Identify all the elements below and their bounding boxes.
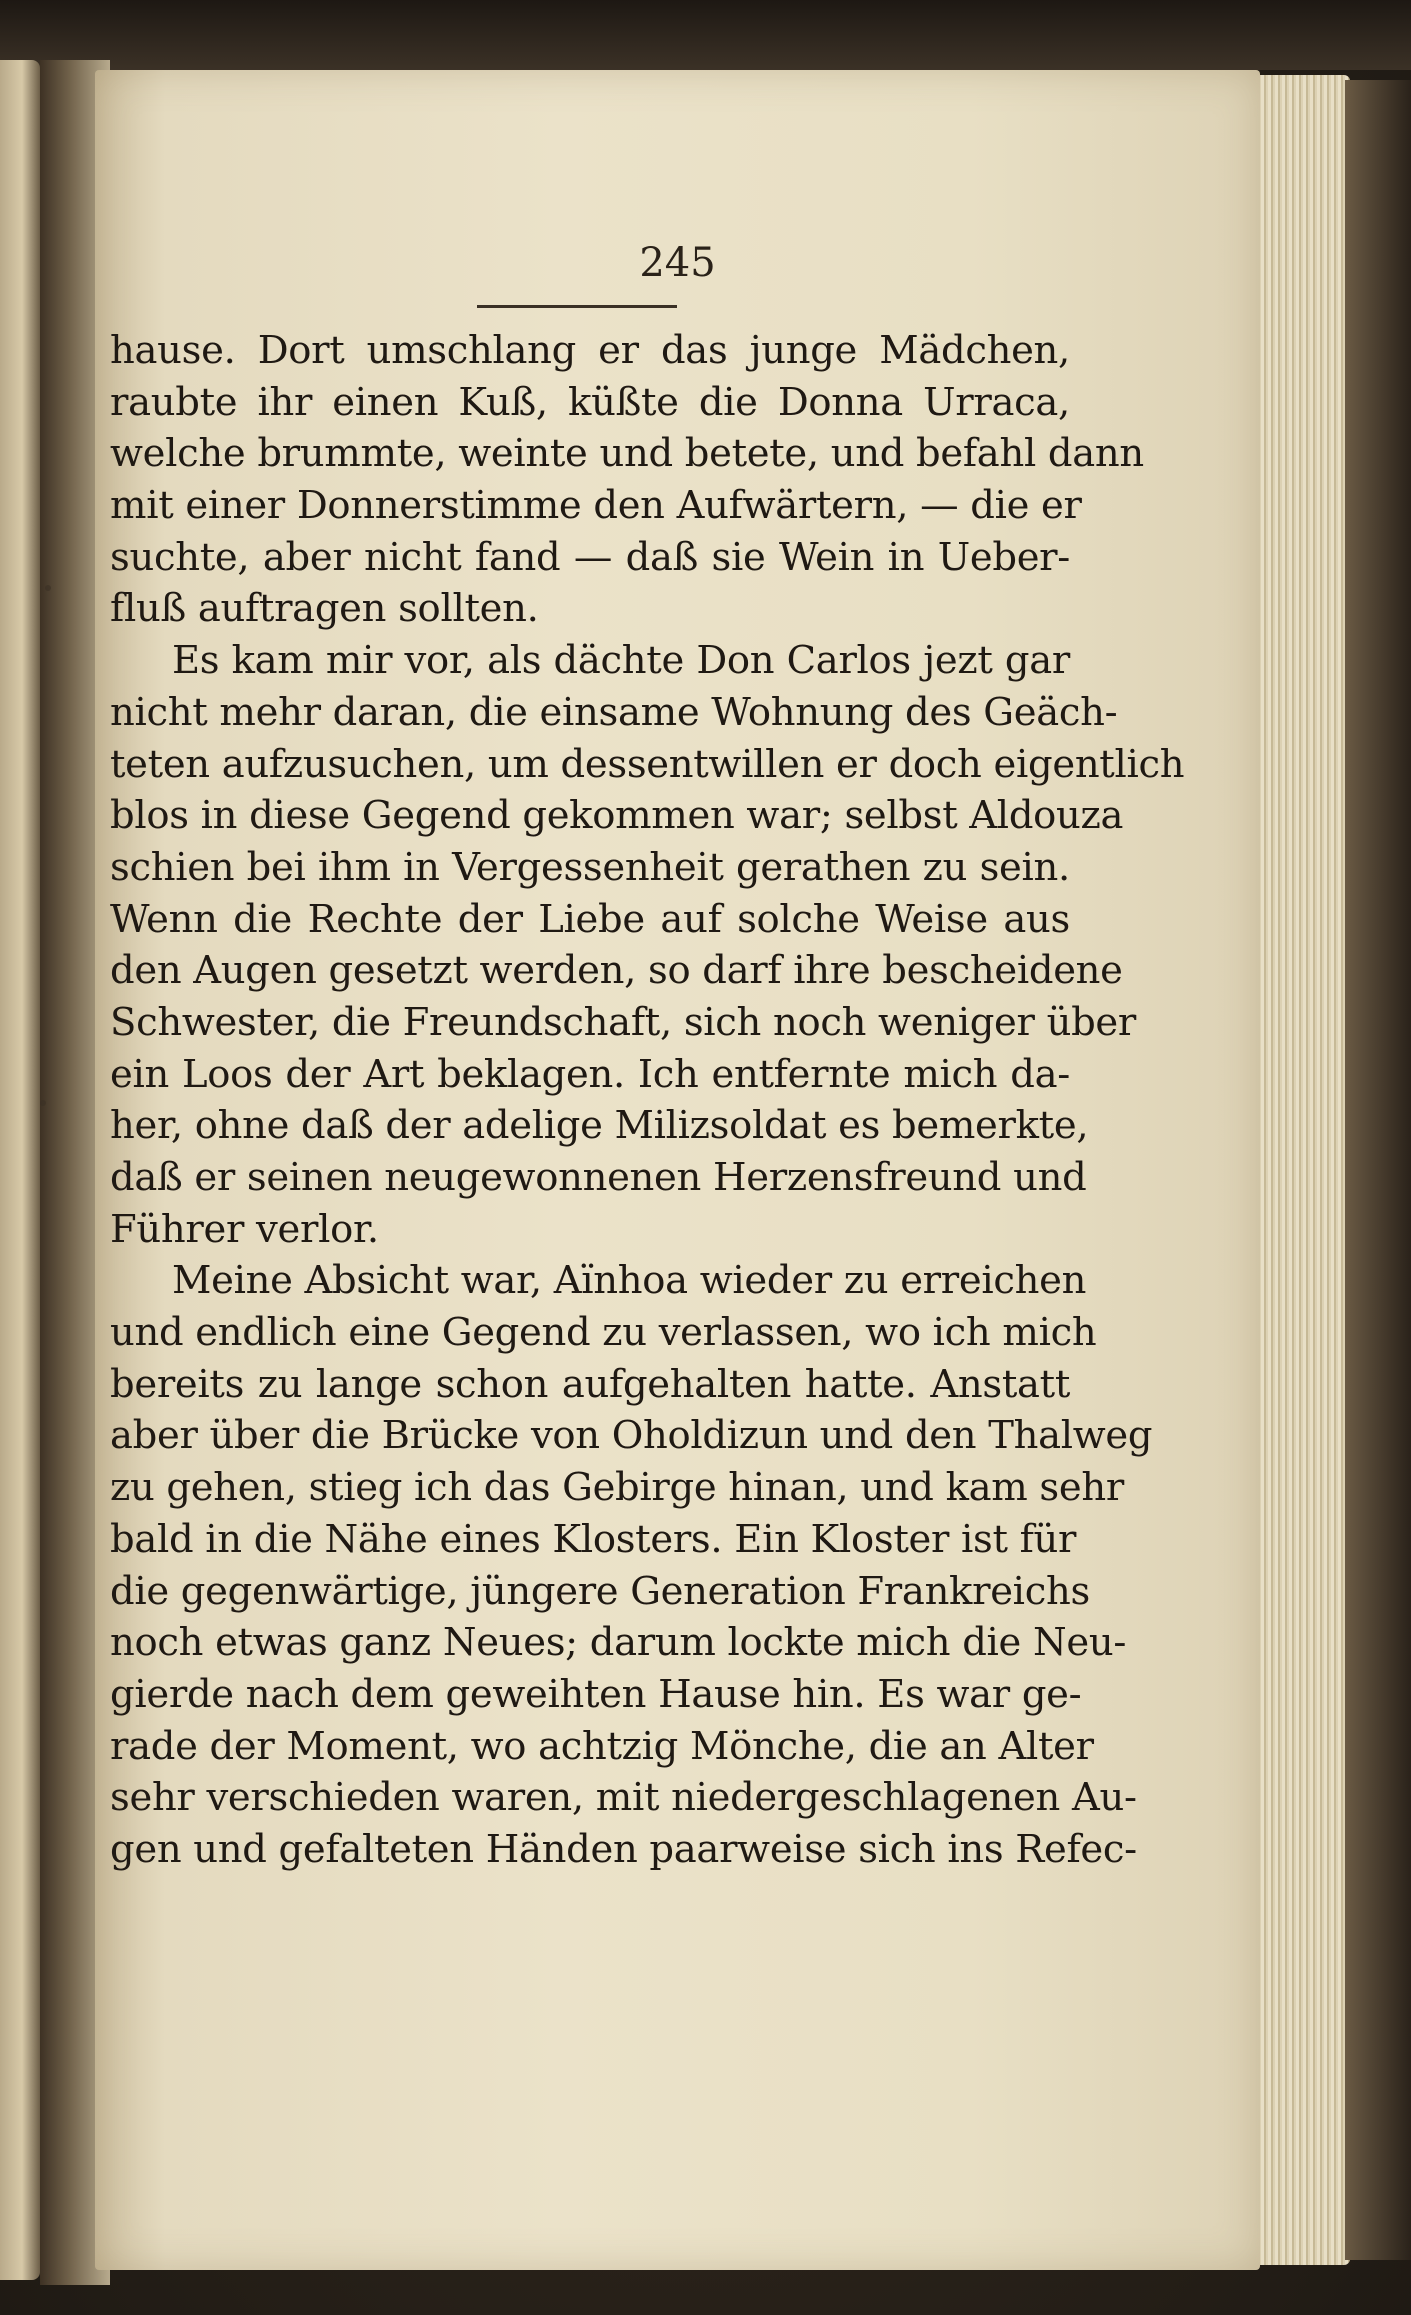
left-page-sliver <box>0 60 40 2280</box>
text-line: Meine Absicht war, Aïnhoa wieder zu erreichen <box>172 1258 1087 1304</box>
text-line: den Augen gesetzt werden, so darf ihre bescheidene <box>110 948 1123 994</box>
text-line: Führer verlor. <box>110 1206 379 1252</box>
book-page <box>95 70 1260 2270</box>
text-line: bald in die Nähe eines Klosters. Ein Kloster ist für <box>110 1516 1077 1562</box>
text-line: her, ohne daß der adelige Milizsoldat es bemerkte, <box>110 1103 1089 1149</box>
text-line: die gegenwärtige, jüngere Generation Frankreichs <box>110 1568 1090 1614</box>
text-line: daß er seinen neugewonnenen Herzensfreund und <box>110 1155 1087 1200</box>
header-rule <box>477 305 677 308</box>
text-line: raubte ihr einen Kuß, küßte die Donna Urraca, <box>110 379 1070 425</box>
margin-speck <box>40 1100 46 1106</box>
text-line: rade der Moment, wo achtzig Mönche, die an Alter <box>110 1723 1094 1769</box>
book-cover-edge <box>0 0 1411 70</box>
text-line: gen und gefalteten Händen paarweise sich ins Refec- <box>110 1826 1137 1872</box>
cover-right-edge <box>1345 80 1411 2260</box>
text-line: hause. Dort umschlang er das junge Mädchen, <box>110 328 1070 373</box>
text-line: teten aufzusuchen, um dessentwillen er doch eigentlich <box>110 741 1185 787</box>
text-line: ein Loos der Art beklagen. Ich entfernte mich da- <box>110 1051 1070 1097</box>
text-line: noch etwas ganz Neues; darum lockte mich die Neu- <box>110 1620 1127 1666</box>
text-line: Wenn die Rechte der Liebe auf solche Weise aus <box>110 896 1070 942</box>
text-line: suchte, aber nicht fand — daß sie Wein in Ueber- <box>110 534 1070 580</box>
page-number: 245 <box>639 240 716 286</box>
text-line: nicht mehr daran, die einsame Wohnung des Geäch- <box>110 689 1118 735</box>
text-line: blos in diese Gegend gekommen war; selbst Aldouza <box>110 793 1124 839</box>
text-line: schien bei ihm in Vergessenheit gerathen zu sein. <box>110 844 1070 890</box>
body-text <box>110 325 1185 1876</box>
text-line: gierde nach dem geweihten Hause hin. Es war ge- <box>110 1671 1082 1717</box>
text-line: Schwester, die Freundschaft, sich noch weniger über <box>110 999 1137 1045</box>
text-line: sehr verschieden waren, mit niedergeschlagenen Au- <box>110 1775 1137 1821</box>
text-line: und endlich eine Gegend zu verlassen, wo ich mich <box>110 1310 1097 1356</box>
text-line: zu gehen, stieg ich das Gebirge hinan, und kam sehr <box>110 1465 1124 1511</box>
text-line: welche brummte, weinte und betete, und befahl dann <box>110 431 1144 477</box>
text-line: Es kam mir vor, als dächte Don Carlos jezt gar <box>172 638 1070 684</box>
margin-speck <box>45 585 51 591</box>
text-line: mit einer Donnerstimme den Aufwärtern, — die er <box>110 483 1082 529</box>
text-line: bereits zu lange schon aufgehalten hatte. Anstatt <box>110 1361 1070 1407</box>
text-line: aber über die Brücke von Oholdizun und den Thalweg <box>110 1413 1153 1459</box>
text-line: fluß auftragen sollten. <box>110 586 539 632</box>
